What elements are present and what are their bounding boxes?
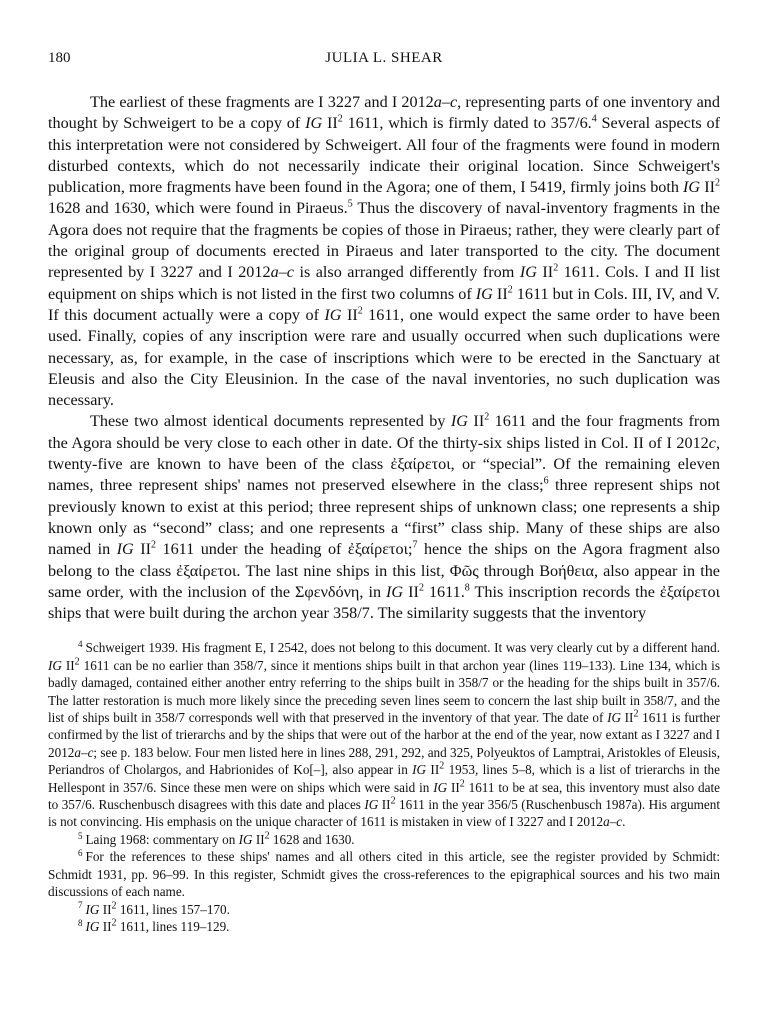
- text-run: , representing parts of one inventory and thought by Schweigert to be a copy of: [48, 93, 720, 133]
- text-run: II: [536, 263, 554, 282]
- italic-text: c: [708, 433, 716, 452]
- text-run: 1628 and 1630, which were found in Piraeus.: [48, 199, 348, 218]
- footnote-number: 4: [78, 639, 83, 650]
- italic-text: IG: [238, 831, 253, 847]
- running-head-author: JULIA L. SHEAR: [325, 50, 443, 66]
- text-run: II: [322, 114, 338, 133]
- footnote-number: 8: [78, 917, 83, 928]
- text-run: , twenty-five are known to have been of the class ἐξαίρετοι, or “special”. Of the remaining eleven names, three represent ships' names not preserved elsewhere in the class;: [48, 433, 720, 495]
- text-run: hence the ships on the Agora fragment also belong to the class ἐξαίρετοι. The last nine ships in this list, Φῶς through Βοήθεια, also appear in the same order, with the inclusion of the Σφενδόνη, in: [48, 540, 721, 601]
- italic-text: IG: [48, 657, 62, 673]
- text-run: Thus the discovery of naval-inventory fragments in the Agora does not require that the fragments be copies of those in Piraeus; rather, they were clearly part of the original group of documents erected in Piraeus and later transported to the city. The document represented by I 3227 and I 2012: [48, 199, 720, 282]
- italic-text: IG: [519, 263, 537, 282]
- superscript: 2: [507, 284, 513, 296]
- text-run: II: [133, 540, 152, 559]
- text-run: Laing 1968: commentary on: [85, 831, 239, 847]
- text-run: II: [252, 831, 265, 847]
- text-run: 1611 but in Cols. III, IV, and V. If this document actually were a copy of: [48, 284, 720, 324]
- footnote-number: 6: [78, 847, 83, 858]
- italic-text: IG: [475, 284, 493, 303]
- superscript: 2: [553, 262, 559, 274]
- text-run: For the references to these ships' names and all others cited in this article, see the register provided by Schmidt: Schmidt 1931, pp. 96–99. In this register, Schmidt gives the cross-references to the epigraphical sources and his two main discussions of each name.: [48, 849, 720, 900]
- italic-text: a–c: [270, 263, 294, 282]
- italic-text: IG: [85, 901, 100, 917]
- superscript: 2: [459, 778, 465, 790]
- footnote-number: 5: [78, 830, 83, 841]
- page: [48, 50, 720, 935]
- superscript: 2: [715, 177, 720, 189]
- page-header: [48, 50, 720, 72]
- text-run: Several aspects of this interpretation were not considered by Schweigert. All four of the fragments were found in modern disturbed contexts, which do not necessarily indicate their original location. Since Schweigert's publication, more fragments have been found in the Agora; one of them, I 5419, firmly joins both: [48, 114, 720, 197]
- superscript: 2: [337, 113, 343, 125]
- text-run: 1611, lines 157–170.: [116, 901, 230, 917]
- text-run: II: [99, 918, 112, 934]
- text-run: II: [61, 657, 75, 673]
- text-run: .: [622, 814, 626, 830]
- body-paragraph: [48, 411, 720, 624]
- italic-text: IG: [433, 779, 448, 795]
- text-run: 1611 to be at sea, this inventory must also date to 357/6. Ruschenbusch disagrees with this date and places: [48, 779, 720, 813]
- italic-text: IG: [450, 412, 468, 431]
- italic-text: IG: [85, 918, 100, 934]
- text-run: 1628 and 1630.: [269, 831, 355, 847]
- superscript: 2: [264, 830, 270, 842]
- superscript: 2: [357, 305, 363, 317]
- text-run: 1611 and the four fragments from the Agora should be very close to each other in date. Of the thirty-six ships listed in Col. II of I 2012: [48, 412, 720, 452]
- italic-text: IG: [607, 710, 621, 726]
- text-run: II: [99, 901, 112, 917]
- italic-text: IG: [116, 540, 134, 559]
- text-run: 1611, lines 119–129.: [116, 918, 230, 934]
- text-run: 1611 is further confirmed by the list of trierarchs and by the ships that were out of the harbor at the end of the year, now extant as I 3227 and I 2012: [48, 710, 720, 760]
- superscript: 2: [151, 539, 157, 551]
- superscript: 6: [543, 475, 549, 487]
- footnotes: [48, 639, 720, 935]
- text-run: 1611 in the year 356/5 (Ruschenbusch 1987a). His argument is not convincing. His emphasis on the unique character of 1611 is mistaken in view of I 3227 and I 2012: [48, 797, 721, 830]
- italic-text: a–c: [74, 744, 94, 760]
- superscript: 2: [484, 412, 490, 424]
- text-run: 1611, one would expect the same order to have been used. Finally, copies of any inscription were rare and usually occurred when such duplications were necessary, as, for example, in the case of inscriptions which were to be erected in the Sanctuary at Eleusis and also the City Eleusinion. In the case of the naval inventories, no such duplication was necessary.: [48, 305, 721, 410]
- text-run: The earliest of these fragments are I 3227 and I 2012: [90, 93, 434, 111]
- superscript: 2: [390, 795, 396, 807]
- italic-text: IG: [305, 114, 323, 133]
- superscript: 2: [111, 900, 117, 912]
- footnote-8: [48, 918, 720, 935]
- superscript: 4: [591, 113, 597, 125]
- text-run: is also arranged differently from: [293, 263, 520, 282]
- text-run: II: [403, 582, 419, 601]
- text-run: These two almost identical documents represented by: [90, 412, 451, 431]
- italic-text: IG: [386, 582, 404, 601]
- text-run: This inscription records the ἐξαίρετοι ships that were built during the archon year 358/7. The similarity suggests that the inventory: [48, 582, 721, 623]
- footnote-7: [48, 901, 720, 918]
- footnote-6: [48, 848, 720, 900]
- footnote-5: [48, 831, 720, 848]
- text-run: II: [378, 797, 391, 813]
- superscript: 2: [633, 708, 639, 720]
- superscript: 7: [412, 539, 418, 551]
- italic-text: IG: [364, 797, 379, 813]
- body-paragraph: [48, 92, 720, 411]
- text-run: II: [341, 305, 358, 324]
- italic-text: a–c: [603, 814, 623, 830]
- text-run: II: [467, 412, 485, 431]
- text-run: II: [447, 779, 460, 795]
- text-run: Schweigert 1939. His fragment E, I 2542, does not belong to this document. It was very clearly cut by a different hand.: [85, 640, 720, 656]
- superscript: 2: [439, 760, 445, 772]
- text-run: 1611, which is firmly dated to 357/6.: [342, 114, 592, 133]
- page-number: 180: [48, 50, 71, 66]
- superscript: 8: [464, 582, 470, 594]
- text-run: 1611 under the heading of ἐξαίρετοι;: [156, 540, 413, 559]
- text-run: three represent ships not previously known to exist at this period; three represent ships of unknown class; one represents a ship known only as “second” class; and one represents a “first” class ship. Many of these ships are also named in: [48, 476, 721, 559]
- text-run: II: [700, 178, 715, 197]
- text-run: II: [492, 284, 508, 303]
- text-run: 1953, lines 5–8, which is a list of trierarchs in the Hellespont in 357/6. Since these men were on ships which were said in: [48, 762, 720, 795]
- italic-text: a–c: [433, 93, 458, 111]
- footnote-number: 7: [78, 900, 83, 911]
- body-text: [48, 92, 720, 624]
- italic-text: IG: [412, 762, 427, 778]
- text-run: ; see p. 183 below. Four men listed here in lines 288, 291, 292, and 325, Polyeuktos of Lamptrai, Aristokles of Eleusis, Periandros of Cholargos, and Habrionides of Ko[–], also appear in: [48, 744, 720, 778]
- footnote-4: [48, 639, 720, 830]
- text-run: 1611 can be no earlier than 358/7, since it mentions ships built in that archon year (lines 119–133). Line 134, which is badly damaged, contained either another entry referring to the ships built in 358/7 or the heading for the ships built in 357/6. The latter restoration is much more likely since the preceding seven lines seem to concern the last ship built in 358/7, and the list of ships built in 358/7 corresponds well with that preserved in the inventory of that year. The date of: [48, 657, 720, 726]
- text-run: 1611. Cols. I and II list equipment on ships which is not listed in the first two columns of: [48, 263, 720, 303]
- italic-text: IG: [683, 178, 701, 197]
- superscript: 2: [111, 917, 117, 929]
- superscript: 2: [418, 582, 424, 594]
- text-run: II: [620, 710, 634, 726]
- text-run: II: [426, 762, 440, 778]
- superscript: 2: [74, 656, 80, 668]
- text-run: 1611.: [423, 582, 465, 601]
- superscript: 5: [347, 199, 353, 211]
- italic-text: IG: [324, 305, 342, 324]
